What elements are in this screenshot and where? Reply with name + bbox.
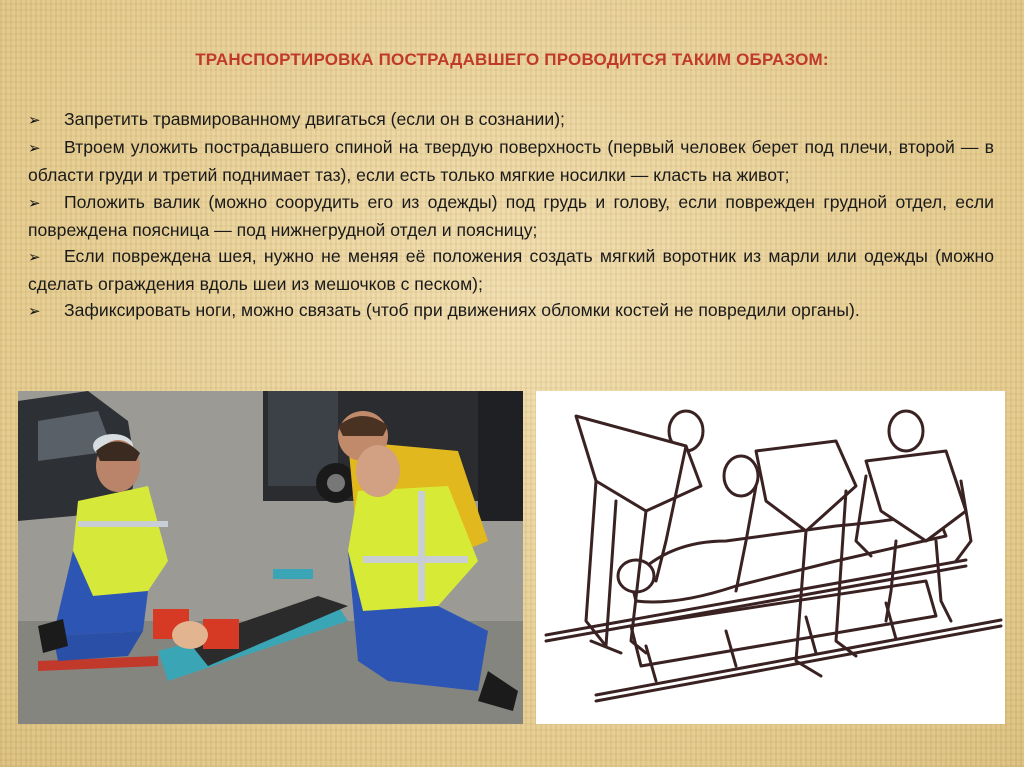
bullet-text: Втроем уложить пострадавшего спиной на твердую поверхность (первый человек берет под плечи, второй — в области груди и третий поднимает таз), если есть только мягкие носилки — класть на живот; (28, 137, 994, 186)
paramedics-photo (18, 391, 523, 724)
bullet-item (28, 106, 994, 134)
arrow-right-icon: ➢ (28, 249, 41, 267)
bullet-text: Положить валик (можно соорудить его из одежды) под грудь и голову, если поврежден грудной отдел, если повреждена поясница — под нижнегрудной отдел и поясницу; (28, 191, 994, 240)
paramedics-illustration (18, 391, 523, 724)
arrow-right-icon: ➢ (28, 303, 41, 321)
lifting-line-illustration (536, 391, 1005, 724)
bullet-item (28, 189, 994, 243)
arrow-right-icon: ➢ (28, 194, 41, 212)
lifting-drawing (536, 391, 1005, 724)
bullet-item (28, 134, 994, 188)
bullet-text: Зафиксировать ноги, можно связать (чтоб при движениях обломки костей не повредили органы). (64, 300, 860, 321)
arrow-right-icon: ➢ (28, 140, 41, 158)
bullet-item (28, 243, 994, 297)
bullet-item (28, 297, 994, 325)
bullet-text: Если повреждена шея, нужно не меняя её положения создать мягкий воротник из марли или одежды (можно сделать ограждения вдоль шеи из мешочков с песком); (28, 246, 994, 295)
slide-title: ТРАНСПОРТИРОВКА ПОСТРАДАВШЕГО ПРОВОДИТСЯ ТАКИМ ОБРАЗОМ: (195, 50, 829, 69)
arrow-right-icon: ➢ (28, 112, 41, 129)
bullet-text: Запретить травмированному двигаться (если он в сознании); (64, 109, 565, 129)
bullet-list (28, 106, 994, 326)
